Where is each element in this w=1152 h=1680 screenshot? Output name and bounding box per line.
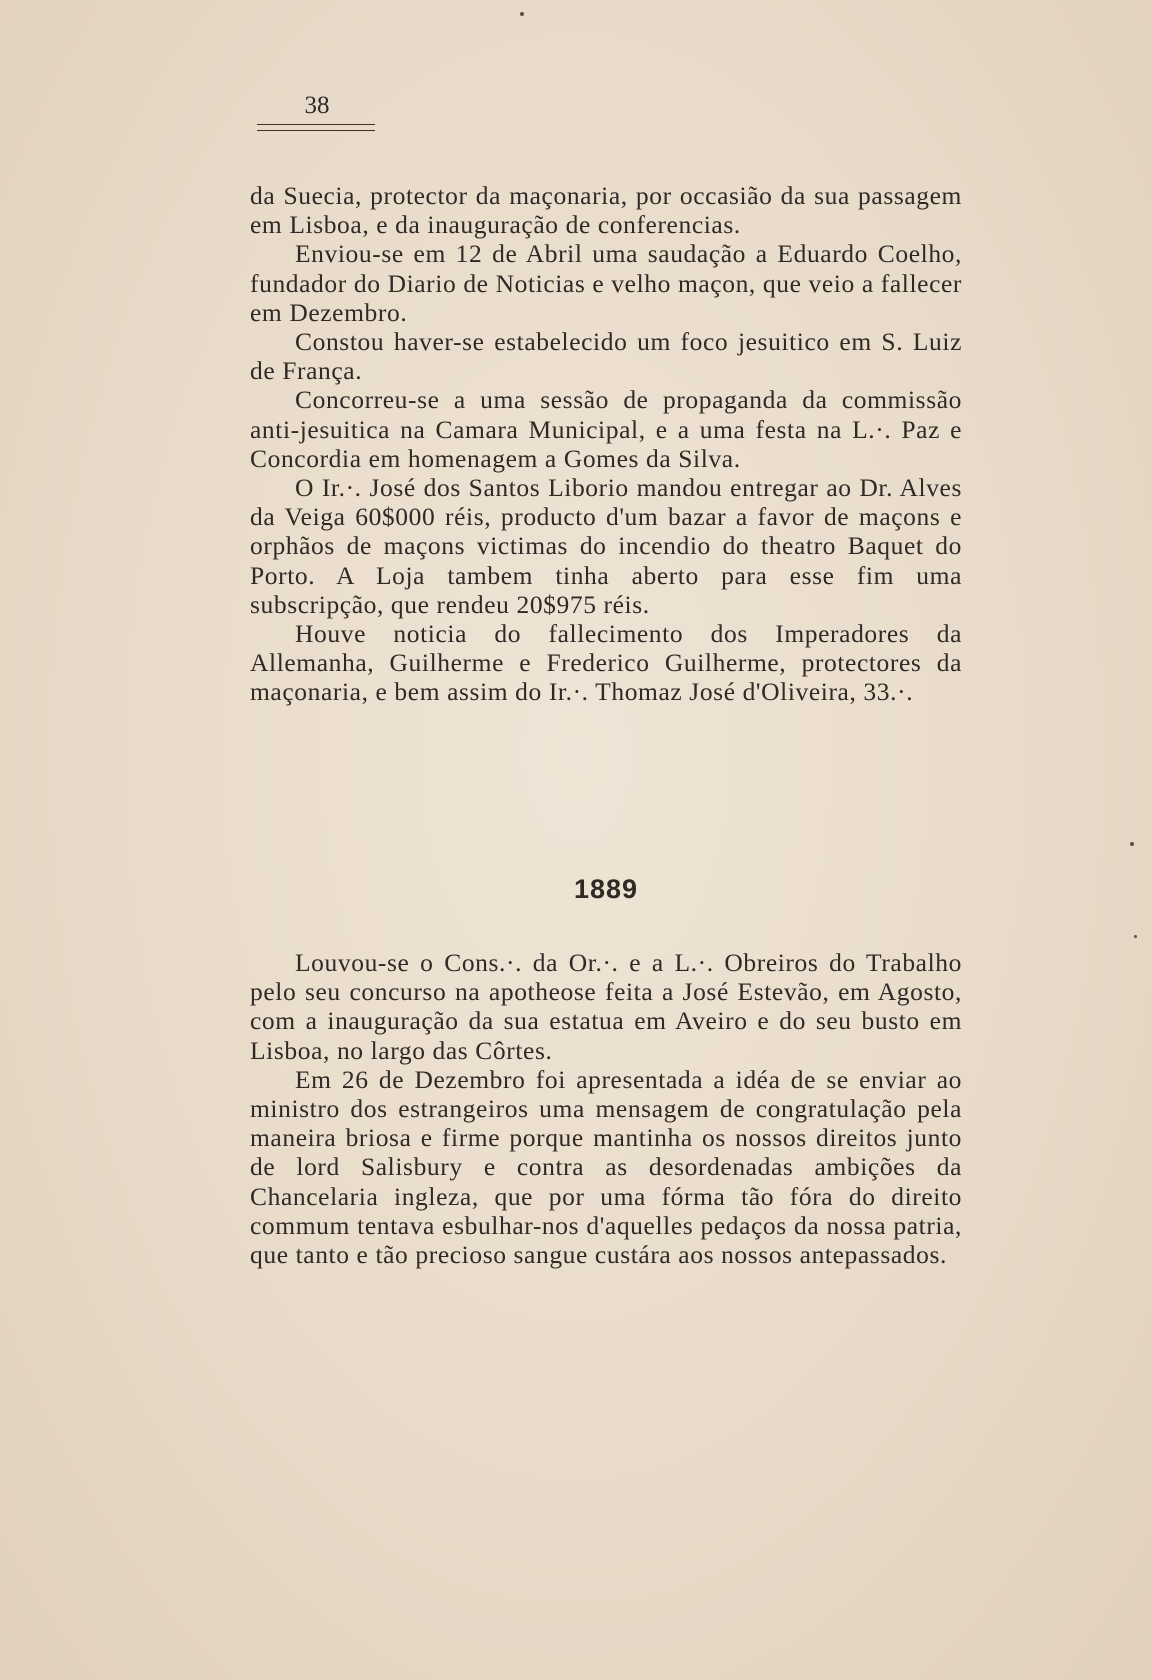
ink-speck (520, 12, 524, 16)
paragraph: Concorreu-se a uma sessão de propaganda da commissão anti-jesuitica na Camara Municipal, e a uma festa na L.·. Paz e Concordia em homenagem a Gomes da Silva. (250, 385, 962, 473)
paragraph: da Suecia, protector da maçonaria, por occasião da sua passagem em Lisboa, e da inauguração de conferencias. (250, 181, 962, 240)
text-block-1888 (250, 181, 962, 707)
text-block-1889 (250, 948, 962, 1269)
year-heading: 1889 (573, 874, 639, 904)
paragraph: Houve noticia do fallecimento dos Imperadores da Allemanha, Guilherme e Frederico Guilherme, protectores da maçonaria, e bem assim do Ir.·. Thomaz José d'Oliveira, 33.·. (250, 619, 962, 707)
ink-speck (1130, 842, 1134, 846)
paragraph: Enviou-se em 12 de Abril uma saudação a Eduardo Coelho, fundador do Diario de Noticias e velho maçon, que veio a fallecer em Dezembro. (250, 239, 962, 327)
paragraph: Louvou-se o Cons.·. da Or.·. e a L.·. Obreiros do Trabalho pelo seu concurso na apotheose feita a José Estevão, em Agosto, com a inauguração da sua estatua em Aveiro e do seu busto em Lisboa, no largo das Côrtes. (250, 948, 962, 1065)
paragraph: O Ir.·. José dos Santos Liborio mandou entregar ao Dr. Alves da Veiga 60$000 réis, producto d'um bazar a favor de maçons e orphãos de maçons victimas do incendio do theatro Baquet do Porto. A Loja tambem tinha aberto para esse fim uma subscripção, que rendeu 20$975 réis. (250, 473, 962, 619)
paragraph: Constou haver-se estabelecido um foco jesuitico em S. Luiz de França. (250, 327, 962, 386)
page-number: 38 (304, 92, 330, 119)
paragraph: Em 26 de Dezembro foi apresentada a idéa de se enviar ao ministro dos estrangeiros uma mensagem de congratulação pela maneira briosa e firme porque mantinha os nossos direitos junto de lord Salisbury e contra as desordenadas ambições da Chancelaria ingleza, que por uma fórma tão fóra do direito commum tentava esbulhar-nos d'aquelles pedaços da nossa patria, que tanto e tão precioso sangue custára aos nossos antepassados. (250, 1064, 962, 1270)
ink-speck (1134, 935, 1137, 938)
page-number-rule (257, 124, 375, 131)
